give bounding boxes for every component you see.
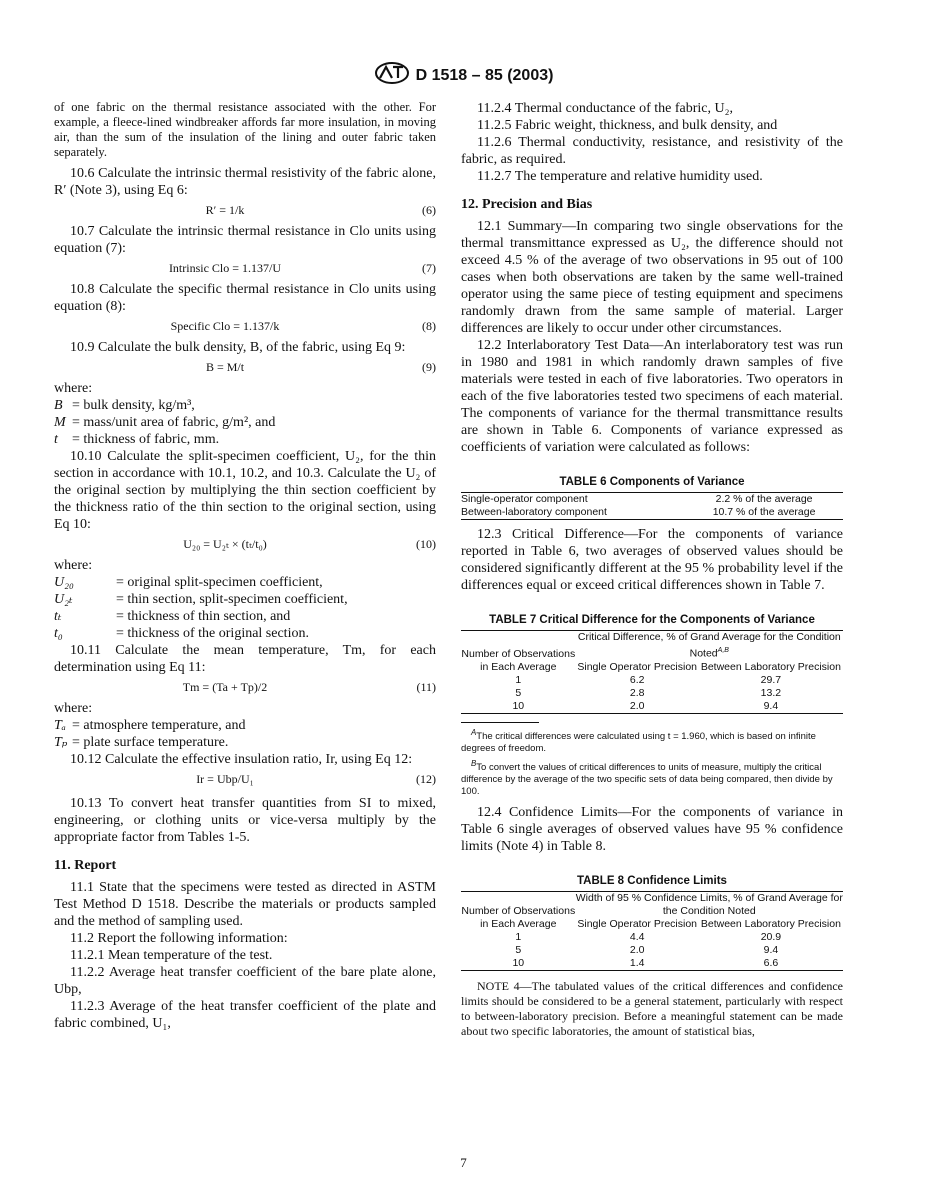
definition: = mass/unit area of fabric, g/m², and bbox=[72, 415, 276, 430]
equation-number: (8) bbox=[422, 319, 436, 333]
para-10-8: 10.8 Calculate the specific thermal resistance in Clo units using equation (8): bbox=[54, 282, 436, 314]
where-row bbox=[54, 397, 436, 414]
where-row bbox=[54, 717, 436, 734]
table-row bbox=[461, 931, 843, 944]
where-row bbox=[54, 574, 436, 591]
symbol: B bbox=[54, 398, 63, 413]
where-block-10 bbox=[54, 557, 436, 642]
section-heading-12: 12. Precision and Bias bbox=[461, 197, 593, 212]
definition: = thickness of thin section, and bbox=[116, 609, 291, 624]
table-7 bbox=[461, 630, 843, 714]
definition: = thickness of the original section. bbox=[116, 626, 309, 641]
left-column bbox=[54, 100, 436, 1032]
table-row bbox=[461, 674, 843, 687]
table-cell: 13.2 bbox=[760, 686, 782, 699]
table-cell: 1 bbox=[515, 930, 522, 943]
equation-number: (10) bbox=[416, 537, 436, 551]
table-row bbox=[461, 944, 843, 957]
definition: = bulk density, kg/m³, bbox=[72, 398, 195, 413]
table-cell: 9.4 bbox=[763, 943, 779, 956]
para-10-6: 10.6 Calculate the intrinsic thermal resistivity of the fabric alone, R′ (Note 3), using Eq 6: bbox=[54, 166, 436, 198]
equation-8 bbox=[54, 318, 436, 334]
table-cell: 1 bbox=[515, 673, 522, 686]
symbol: tₜ bbox=[54, 609, 62, 624]
symbol: M bbox=[54, 415, 66, 430]
table-cell: 2.0 bbox=[629, 943, 645, 956]
where-label: where: bbox=[54, 701, 93, 716]
table-7-title: TABLE 7 Critical Difference for the Components of Variance bbox=[489, 614, 815, 626]
table-cell: 5 bbox=[515, 943, 522, 956]
where-label: where: bbox=[54, 558, 93, 573]
para-11-2-5: 11.2.5 Fabric weight, thickness, and bulk density, and bbox=[477, 118, 778, 133]
column-header: Between Laboratory Precision bbox=[700, 917, 841, 930]
para-11-2-3: 11.2.3 Average of the heat transfer coefficient of the plate and fabric combined, U₁, bbox=[54, 999, 436, 1031]
footnote-a: $^A$The critical differences were calculated using t = 1.960, which is based on infinite degrees of freedom. bbox=[461, 727, 816, 754]
para-10-11: 10.11 Calculate the mean temperature, Tm, for each determination using Eq 11: bbox=[54, 643, 436, 675]
para-10-13: 10.13 To convert heat transfer quantities from SI to mixed, engineering, or clothing units or vice-versa multiply by the appropriate factor from Tables 1-5. bbox=[54, 796, 436, 845]
column-header: Number of Observations in Each Average bbox=[461, 904, 576, 930]
symbol: Tₚ bbox=[54, 735, 68, 750]
equation-9 bbox=[54, 359, 436, 375]
para-10-10: 10.10 Calculate the split-specimen coefficient, U₂, for the thin section in accordance with 10.1, 10.2, and 10.3. Calculate the U₂ of the original section by multiplying the thin section coefficient by the thickness ratio of the thin section to the original section, using Eq 10: bbox=[54, 449, 436, 532]
para-10-12: 10.12 Calculate the effective insulation ratio, Ir, using Eq 12: bbox=[70, 752, 413, 767]
equation-text: B = M/t bbox=[205, 360, 245, 374]
table-cell: 9.4 bbox=[763, 699, 779, 712]
table-cell: Single-operator component bbox=[461, 493, 588, 505]
group-header-text: Critical Difference, % of Grand Average for the Condition Noted bbox=[577, 631, 841, 660]
table-cell: 2.0 bbox=[629, 699, 645, 712]
para-11-2-2: 11.2.2 Average heat transfer coefficient of the bare plate alone, Ubp, bbox=[54, 965, 436, 997]
table-6-title: TABLE 6 Components of Variance bbox=[559, 476, 745, 488]
table-row bbox=[461, 957, 843, 971]
para-10-7: 10.7 Calculate the intrinsic thermal resistance in Clo units using equation (7): bbox=[54, 224, 436, 256]
equation-10 bbox=[54, 536, 436, 552]
where-row bbox=[54, 734, 436, 751]
equation-text: Ir = Ubp/U₁ bbox=[196, 772, 254, 786]
para-12-3: 12.3 Critical Difference—For the components of variance reported in Table 6, two averages of observed values should be considered significantly different at the 95 % probability level if the differences equal or exceed critical differences shown in Table 7. bbox=[461, 527, 843, 593]
para-11-2-1: 11.2.1 Mean temperature of the test. bbox=[70, 948, 273, 963]
equation-11 bbox=[54, 679, 436, 695]
table-header-row bbox=[461, 631, 843, 661]
para-11-2-4: 11.2.4 Thermal conductance of the fabric, U₂, bbox=[477, 101, 734, 116]
note-4: NOTE 4—The tabulated values of the critical differences and confidence limits should be considered to be a general statement, particularly with respect to between-laboratory precision. Before a meaningful statement can be made about two specific laboratories, the amount of statistical bias, bbox=[461, 978, 843, 1038]
symbol: Tₐ bbox=[54, 718, 66, 733]
definition: = atmosphere temperature, and bbox=[72, 718, 246, 733]
column-header: Number of Observations in Each Average bbox=[461, 647, 576, 673]
equation-12 bbox=[54, 771, 436, 787]
table-cell: 2.2 % of the average bbox=[715, 493, 813, 505]
group-header: Width of 95 % Confidence Limits, % of Grand Average for the Condition Noted bbox=[575, 891, 843, 917]
symbol: U₂ₜ bbox=[54, 592, 73, 607]
right-column bbox=[461, 100, 843, 1039]
equation-text: Intrinsic Clo = 1.137/U bbox=[168, 261, 282, 275]
table-cell: 1.4 bbox=[629, 956, 645, 969]
footnote-b-text: To convert the values of critical differences to units of measure, multiply the critical difference by the average of the two specific sets of data being compared, then divide by 100. bbox=[461, 761, 833, 797]
table-cell: 20.9 bbox=[760, 930, 782, 943]
equation-number: (6) bbox=[422, 203, 436, 217]
footnote-b: $^B$To convert the values of critical differences to units of measure, multiply the critical difference by the average of the two specific sets of data being compared, then divide by 100. bbox=[461, 758, 833, 797]
para-11-1: 11.1 State that the specimens were tested as directed in ASTM Test Method D 1518. Describe the materials or products sampled and the method of sampling used. bbox=[54, 880, 436, 929]
where-row bbox=[54, 625, 436, 642]
para-11-2-7: 11.2.7 The temperature and relative humidity used. bbox=[477, 169, 763, 184]
equation-number: (7) bbox=[422, 261, 436, 275]
where-row bbox=[54, 414, 436, 431]
equation-6 bbox=[54, 202, 436, 218]
table-cell: 10 bbox=[512, 956, 525, 969]
table-cell: 6.2 bbox=[629, 673, 645, 686]
definition: = original split-specimen coefficient, bbox=[116, 575, 323, 590]
para-12-2: 12.2 Interlaboratory Test Data—An interlaboratory test was run in 1980 and 1981 in which randomly drawn samples of five materials were tested in each of five laboratories. Two operators in each of the five laboratories tested two specimens of each material. The components of variance for the thermal transmittance results are shown in Table 6. Components of variance expressed as coefficients of variation were calculated as follows: bbox=[461, 338, 843, 455]
table-cell: 6.6 bbox=[763, 956, 779, 969]
group-header bbox=[576, 631, 843, 661]
table-cell: 2.8 bbox=[629, 686, 645, 699]
page-header bbox=[0, 62, 927, 85]
column-header: Single Operator Precision bbox=[577, 660, 698, 673]
table-8 bbox=[461, 891, 843, 971]
column-header: Between Laboratory Precision bbox=[700, 660, 841, 673]
equation-number: (11) bbox=[416, 680, 436, 694]
definition: = thickness of fabric, mm. bbox=[72, 432, 220, 447]
equation-text: Specific Clo = 1.137/k bbox=[170, 319, 280, 333]
equation-text: Tm = (Ta + Tp)/2 bbox=[182, 680, 268, 694]
equation-number: (12) bbox=[416, 772, 436, 786]
symbol: t₀ bbox=[54, 626, 63, 641]
footnote-a-text: The critical differences were calculated using t = 1.960, which is based on infinite degrees of freedom. bbox=[461, 730, 816, 754]
table-6 bbox=[461, 492, 843, 520]
page-number: 7 bbox=[460, 1155, 467, 1170]
para-11-2: 11.2 Report the following information: bbox=[70, 931, 288, 946]
equation-7 bbox=[54, 260, 436, 276]
para-11-2-6: 11.2.6 Thermal conductivity, resistance, and resistivity of the fabric, as required. bbox=[461, 135, 843, 167]
table-cell: 10.7 % of the average bbox=[712, 506, 816, 518]
where-row bbox=[54, 431, 436, 448]
astm-logo-icon bbox=[374, 62, 410, 84]
where-row bbox=[54, 591, 436, 608]
equation-number: (9) bbox=[422, 360, 436, 374]
document-designation: D 1518 – 85 (2003) bbox=[415, 67, 554, 84]
table-row bbox=[461, 687, 843, 700]
definition: = plate surface temperature. bbox=[72, 735, 229, 750]
footnote-marker: A,B bbox=[717, 647, 729, 654]
table-row bbox=[461, 493, 843, 507]
table-cell: 4.4 bbox=[629, 930, 645, 943]
where-block-9 bbox=[54, 380, 436, 448]
footnote-divider bbox=[461, 722, 539, 723]
where-row bbox=[54, 608, 436, 625]
symbol: t bbox=[54, 432, 58, 447]
column-header: Single Operator Precision bbox=[577, 917, 698, 930]
table-row bbox=[461, 700, 843, 714]
equation-text: U₂₀ = U₂ₜ × (tₜ/t₀) bbox=[183, 537, 267, 551]
equation-text: R′ = 1/k bbox=[205, 203, 245, 217]
section-heading-11: 11. Report bbox=[54, 858, 117, 873]
table-8-title: TABLE 8 Confidence Limits bbox=[577, 874, 727, 887]
para-12-1: 12.1 Summary—In comparing two single observations for the thermal transmittance expressed as U₂, the difference should not exceed 4.5 % of the average of two observations in 95 out of 100 cases when both observations are taken by the same well-trained operator using the same piece of testing equipment and specimens randomly drawn from the same sample of material. Larger differences are likely to occur under other circumstances. bbox=[461, 219, 843, 336]
para-12-4: 12.4 Confidence Limits—For the components of variance in Table 6 single averages of observed values have 95 % confidence limits (Note 4) in Table 8. bbox=[461, 804, 843, 854]
table-header-row bbox=[461, 891, 843, 918]
symbol: U₂₀ bbox=[54, 575, 74, 590]
table-cell: 10 bbox=[512, 699, 525, 712]
definition: = thin section, split-specimen coefficient, bbox=[116, 592, 348, 607]
para-10-9: 10.9 Calculate the bulk density, B, of the fabric, using Eq 9: bbox=[70, 340, 406, 355]
table-cell: Between-laboratory component bbox=[461, 506, 607, 518]
table-row bbox=[461, 506, 843, 520]
table-cell: 5 bbox=[515, 686, 522, 699]
where-block-11 bbox=[54, 700, 436, 751]
table-cell: 29.7 bbox=[760, 673, 782, 686]
intro-paragraph: of one fabric on the thermal resistance associated with the other. For example, a fleece-lined windbreaker affords far more insulation, in moving air, than the sum of the insulation of the lining and outer fabric taken separately. bbox=[54, 100, 436, 159]
where-label: where: bbox=[54, 381, 93, 396]
